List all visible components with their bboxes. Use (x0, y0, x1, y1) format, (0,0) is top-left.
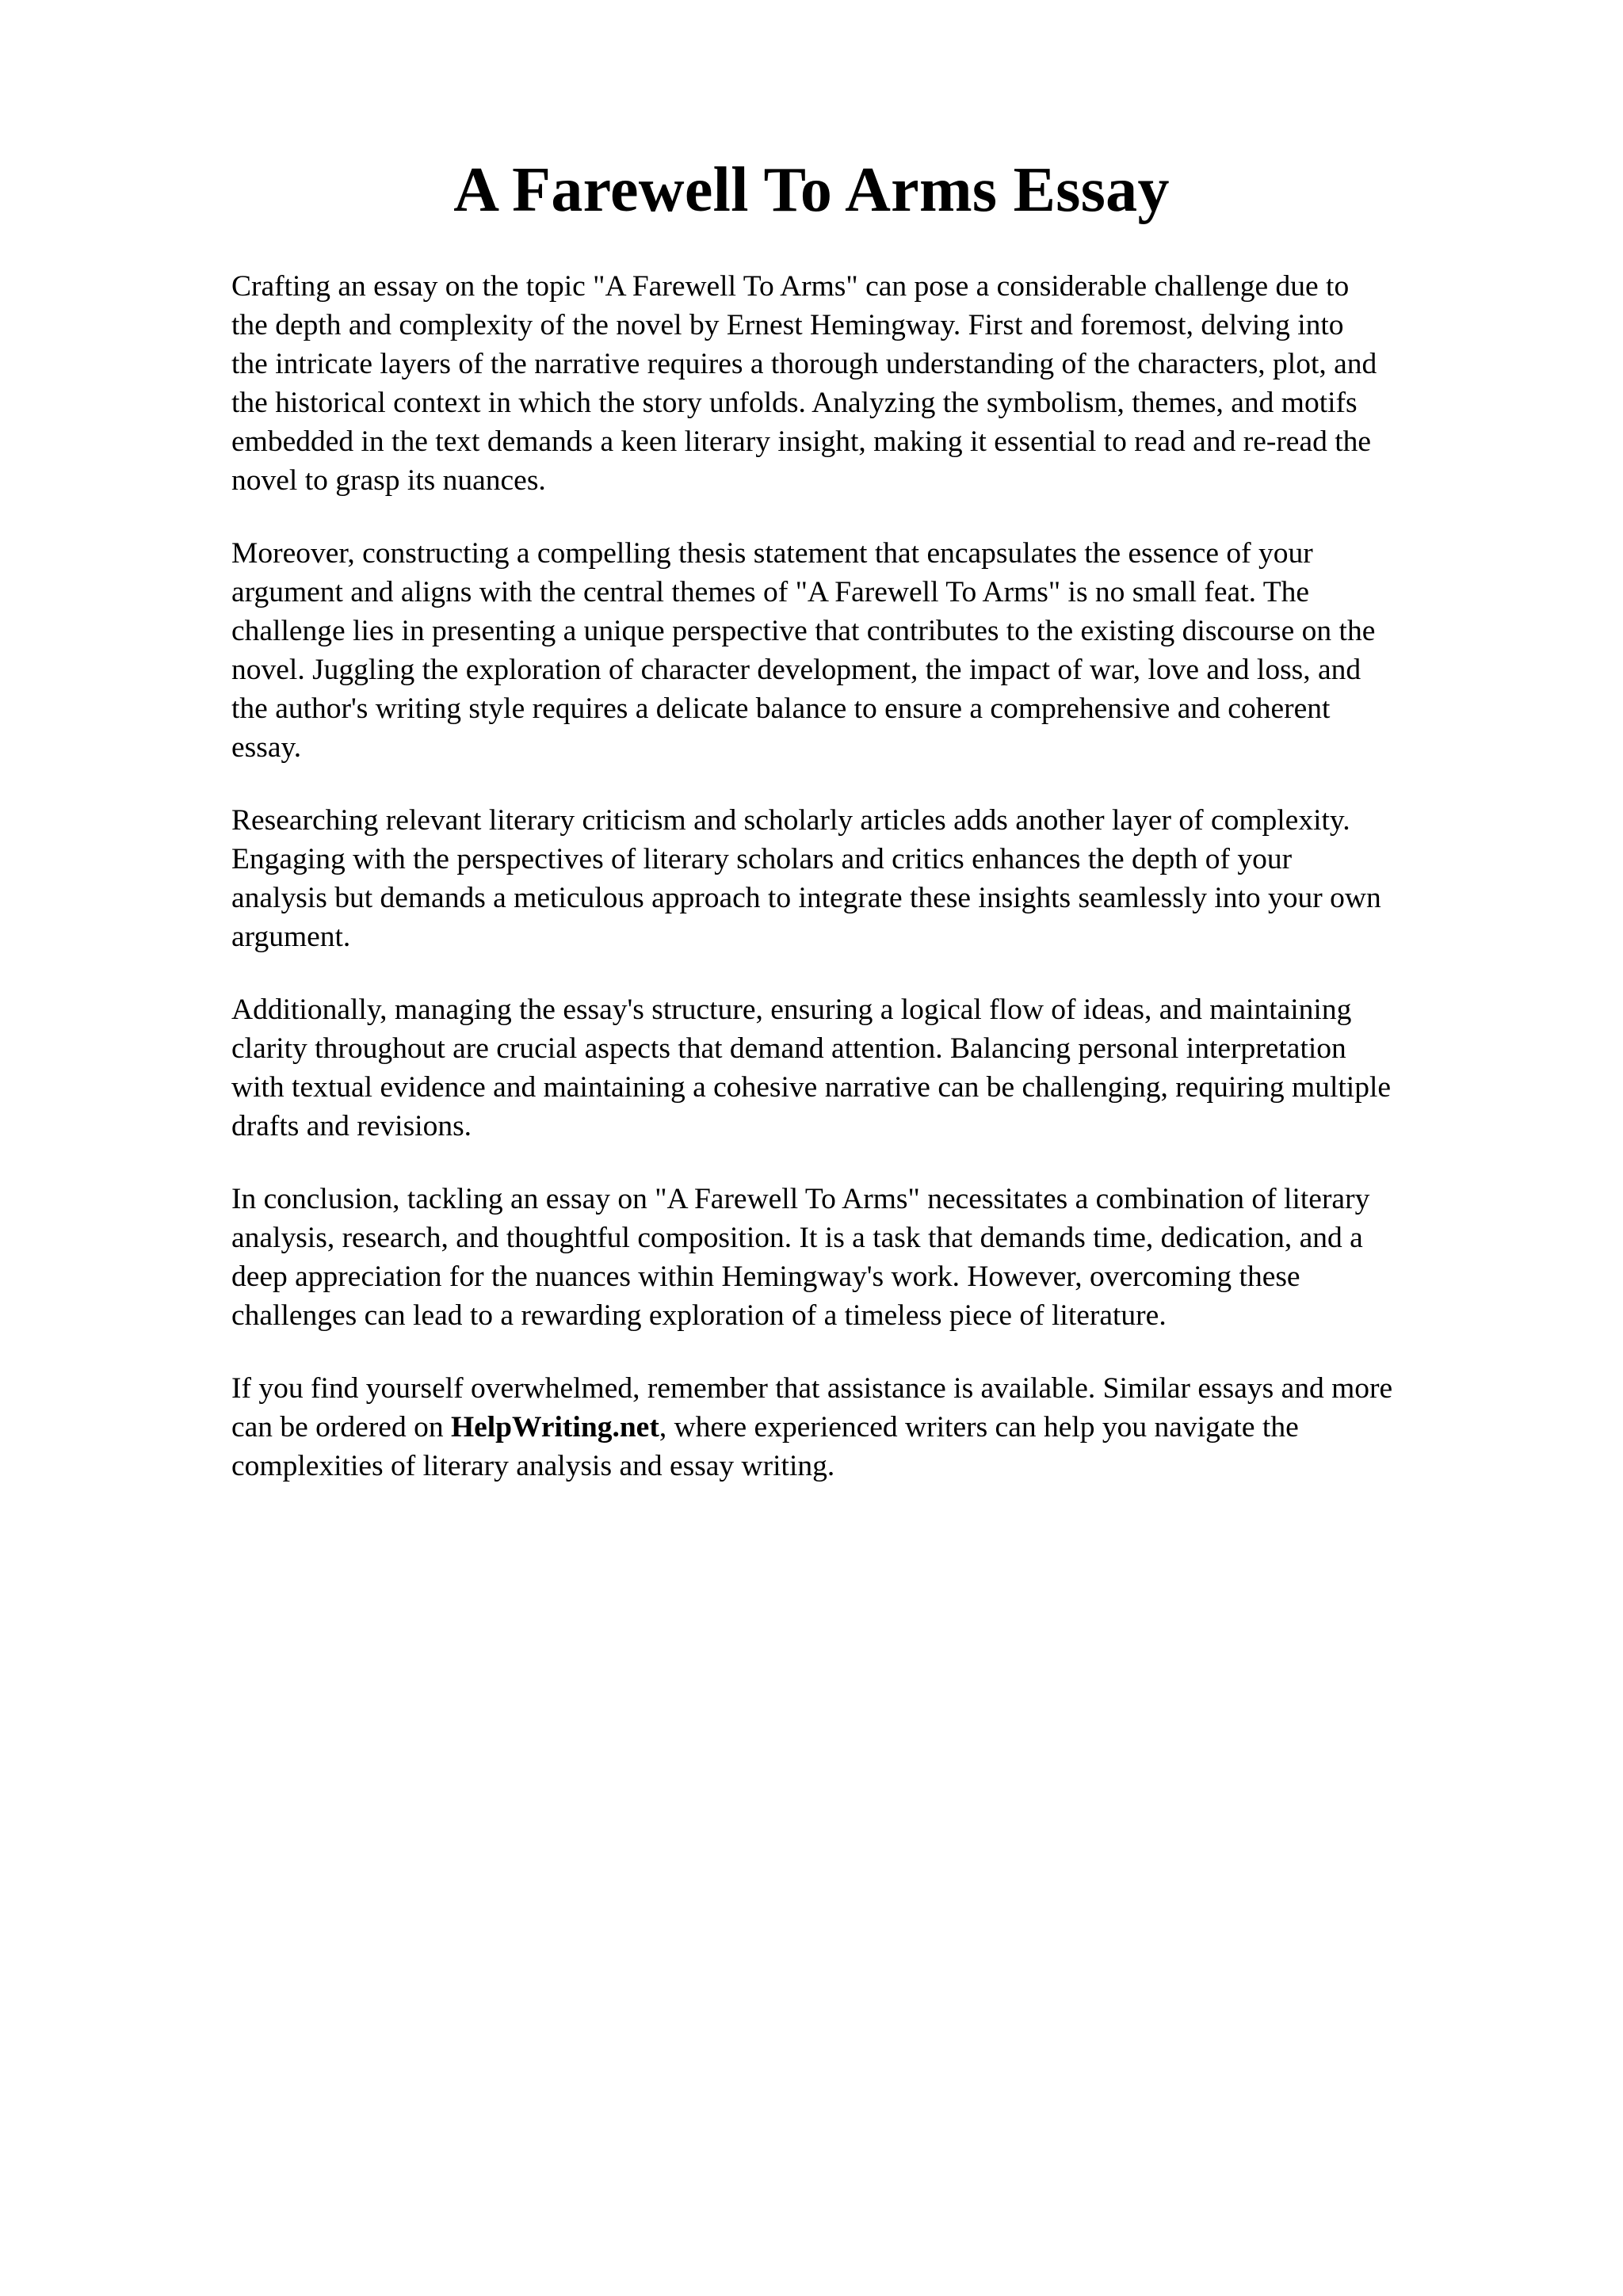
paragraph-line (231, 1408, 1531, 1447)
paragraph-line: the depth and complexity of the novel by Ernest Hemingway. First and foremost, delving into (231, 309, 1344, 341)
essay-body (231, 267, 1531, 1520)
paragraph-line: argument and aligns with the central themes of "A Farewell To Arms" is no small feat. The (231, 576, 1309, 608)
paragraph-5 (231, 1180, 1531, 1335)
paragraph-4 (231, 990, 1531, 1146)
paragraph-line: the intricate layers of the narrative requires a thorough understanding of the characters, plot, and (231, 348, 1377, 380)
paragraph-3 (231, 801, 1531, 956)
paragraph-line: drafts and revisions. (231, 1110, 472, 1142)
paragraph-line: deep appreciation for the nuances within Hemingway's work. However, overcoming these (231, 1261, 1300, 1293)
paragraph-line: Engaging with the perspectives of literary scholars and critics enhances the depth of your (231, 843, 1293, 875)
essay-title: A Farewell To Arms Essay (453, 155, 1170, 225)
closing-paragraph (231, 1369, 1531, 1486)
paragraph-line: embedded in the text demands a keen literary insight, making it essential to read and re-read the (231, 425, 1372, 458)
paragraph-line: challenge lies in presenting a unique perspective that contributes to the existing discourse on the (231, 615, 1376, 647)
paragraph-2 (231, 534, 1531, 767)
paragraph-line: the author's writing style requires a delicate balance to ensure a comprehensive and coherent (231, 692, 1331, 725)
helpwriting-link[interactable]: HelpWriting.net (450, 1411, 659, 1444)
paragraph-line: analysis but demands a meticulous approach to integrate these insights seamlessly into your own (231, 882, 1381, 914)
paragraph-line: Researching relevant literary criticism and scholarly articles adds another layer of complexity. (231, 804, 1350, 837)
paragraph-line: clarity throughout are crucial aspects that demand attention. Balancing personal interpretation (231, 1032, 1346, 1065)
paragraph-line: complexities of literary analysis and essay writing. (231, 1450, 835, 1482)
paragraph-line: with textual evidence and maintaining a cohesive narrative can be challenging, requiring multiple (231, 1071, 1392, 1104)
paragraph-line: Additionally, managing the essay's structure, ensuring a logical flow of ideas, and maintaining (231, 994, 1352, 1026)
paragraph-line: Crafting an essay on the topic "A Farewell To Arms" can pose a considerable challenge due to (231, 270, 1350, 303)
paragraph-line: novel to grasp its nuances. (231, 464, 546, 497)
paragraph-line: Moreover, constructing a compelling thesis statement that encapsulates the essence of your (231, 537, 1313, 570)
paragraph-line: the historical context in which the story unfolds. Analyzing the symbolism, themes, and motifs (231, 387, 1358, 419)
closing-text-before-link: can be ordered on (231, 1411, 451, 1444)
paragraph-line: essay. (231, 731, 302, 764)
paragraph-line: argument. (231, 921, 351, 953)
paragraph-line: In conclusion, tackling an essay on "A Farewell To Arms" necessitates a combination of literary (231, 1183, 1370, 1215)
paragraph-line: novel. Juggling the exploration of character development, the impact of war, love and loss, and (231, 654, 1361, 686)
paragraph-line: challenges can lead to a rewarding exploration of a timeless piece of literature. (231, 1299, 1167, 1332)
paragraph-line: If you find yourself overwhelmed, remember that assistance is available. Similar essays and more (231, 1372, 1393, 1405)
paragraph-line: analysis, research, and thoughtful composition. It is a task that demands time, dedication, and a (231, 1222, 1363, 1254)
closing-text-after-link: , where experienced writers can help you navigate the (659, 1411, 1299, 1444)
paragraph-1 (231, 267, 1531, 500)
